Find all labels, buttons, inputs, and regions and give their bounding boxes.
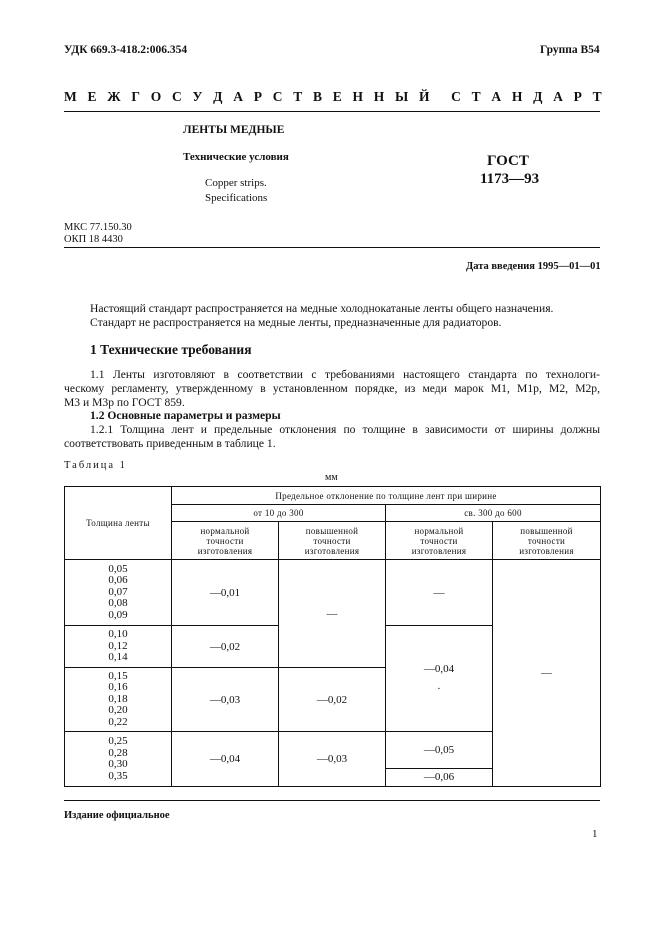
intro-paragraph-1: Настоящий стандарт распространяется на медные холоднокатаные ленты общего назначения. — [90, 302, 554, 315]
standard-heading-letter: В — [312, 89, 322, 104]
g12-high-10-300: — — [279, 560, 386, 668]
standard-type-heading — [64, 89, 602, 105]
header-high-accuracy-1: повышенной точности изготовления — [279, 522, 386, 560]
standard-heading-letter: Й — [419, 89, 430, 104]
g1-normal-300-600: — — [386, 560, 493, 626]
english-title: Copper strips. — [205, 177, 267, 189]
group-code: Группа В54 — [540, 44, 600, 56]
standard-heading-letter: Ы — [395, 89, 409, 104]
standard-heading-letter: Т — [471, 89, 481, 104]
g4-normal-300-600: —0,05 —0,06 — [386, 732, 493, 787]
header-normal-accuracy-1: нормальной точности изготовления — [172, 522, 279, 560]
section-1-title: 1 Технические требования — [90, 342, 252, 357]
standard-heading-letter: А — [491, 89, 502, 104]
g4-high-10-300: —0,03 — [279, 732, 386, 787]
standard-heading-letter: Р — [253, 89, 262, 104]
mks-code: МКС 77.150.30 — [64, 222, 132, 233]
standard-heading-letter: Т — [293, 89, 303, 104]
document-subtitle: Технические условия — [183, 151, 289, 163]
thickness-group-1: 0,05 0,06 0,07 0,08 0,09 — [65, 560, 172, 626]
thickness-group-2: 0,10 0,12 0,14 — [65, 626, 172, 668]
g23-normal-300-600: —0,04 · — [386, 626, 493, 732]
clause-1-1-line-3: М3 и М3р по ГОСТ 859. — [64, 396, 185, 409]
clause-1-2-1-line-2: соответствовать приведенным в таблице 1. — [64, 437, 276, 450]
standard-heading-letter: А — [233, 89, 243, 104]
gost-number: 1173—93 — [480, 171, 540, 187]
intro-paragraph-2: Стандарт не распространяется на медные ленты, предназначенные для радиаторов. — [90, 316, 502, 329]
standard-heading-letter: Н — [352, 89, 364, 104]
clause-1-1-line-1: 1.1 Ленты изготовляют в соответствии с требованиями настоящего стандарта по технологи- — [90, 368, 600, 381]
standard-heading-letter: Н — [373, 89, 385, 104]
footer-rule — [64, 800, 600, 801]
effective-date: Дата введения 1995—01—01 — [466, 261, 601, 272]
standard-heading-letter: Г — [131, 89, 140, 104]
standard-heading-letter: Д — [533, 89, 543, 104]
standard-heading-letter: У — [192, 89, 203, 104]
standard-heading-letter: Е — [87, 89, 97, 104]
udk-code: УДК 669.3-418.2:006.354 — [64, 44, 188, 56]
header-rule — [64, 111, 600, 112]
clause-1-2-heading: 1.2 Основные параметры и размеры — [90, 409, 281, 422]
table-caption: Таблица 1 — [64, 460, 127, 471]
g2-normal-10-300: —0,02 — [172, 626, 279, 668]
standard-heading-letter: С — [451, 89, 461, 104]
header-thickness: Толщина ленты — [65, 487, 172, 560]
header-high-accuracy-2: повышенной точности изготовления — [493, 522, 601, 560]
table-unit: мм — [325, 472, 338, 483]
standard-heading-letter: С — [272, 89, 283, 104]
header-normal-accuracy-2: нормальной точности изготовления — [386, 522, 493, 560]
deviation-table — [64, 486, 601, 787]
thickness-group-3: 0,15 0,16 0,18 0,20 0,22 — [65, 668, 172, 732]
g4-normal-10-300: —0,04 — [172, 732, 279, 787]
clause-1-2-1-line-1: 1.2.1 Толщина лент и предельные отклонения по толщине в зависимости от ширины должны — [90, 423, 600, 436]
standard-heading-letter: Н — [511, 89, 523, 104]
standard-heading-letter: Ж — [107, 89, 121, 104]
english-subtitle: Specifications — [205, 192, 268, 204]
g3-normal-10-300: —0,03 — [172, 668, 279, 732]
standard-heading-letter: Д — [213, 89, 223, 104]
standard-heading-letter: А — [553, 89, 563, 104]
gost-label: ГОСТ — [487, 153, 529, 169]
clause-1-1-line-2: ческому регламенту, утвержденному в установленном порядке, из меди марок М1, М1р, М2, М2р, — [64, 382, 600, 395]
header-width-10-300: от 10 до 300 — [172, 505, 386, 522]
official-edition: Издание официальное — [64, 810, 170, 821]
g1-normal-10-300: —0,01 — [172, 560, 279, 626]
codes-rule — [64, 247, 600, 248]
standard-heading-letter: М — [64, 89, 77, 104]
header-width-300-600: св. 300 до 600 — [386, 505, 601, 522]
thickness-group-4: 0,25 0,28 0,30 0,35 — [65, 732, 172, 787]
standard-heading-letter: О — [150, 89, 162, 104]
standard-heading-letter: Р — [573, 89, 582, 104]
document-title: ЛЕНТЫ МЕДНЫЕ — [183, 124, 285, 136]
standard-heading-letter: Т — [592, 89, 602, 104]
header-deviation: Предельное отклонение по толщине лент при ширине — [172, 487, 601, 505]
page-number: 1 — [592, 828, 598, 840]
okp-code: ОКП 18 4430 — [64, 234, 123, 245]
standard-heading-letter: С — [171, 89, 182, 104]
high-300-600-all: — — [493, 560, 601, 787]
g3-high-10-300: —0,02 — [279, 668, 386, 732]
standard-heading-letter: Е — [332, 89, 342, 104]
